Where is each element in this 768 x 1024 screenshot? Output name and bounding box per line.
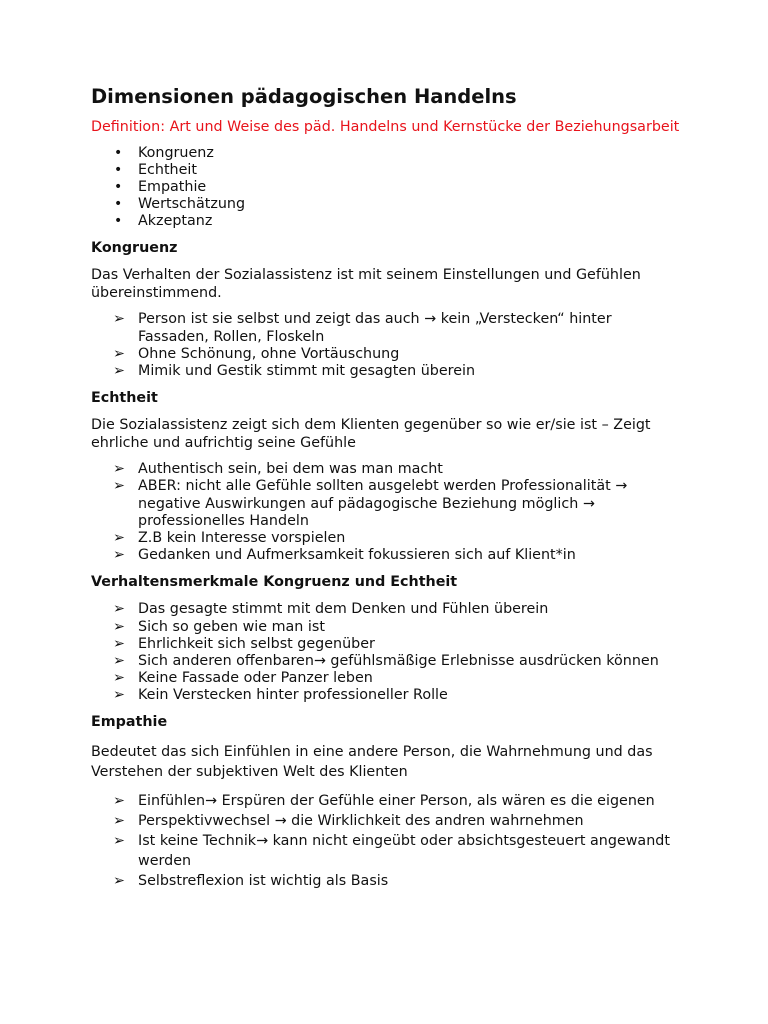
arrow-bullet-icon: ➢ <box>113 311 125 328</box>
overview-list <box>91 145 681 230</box>
arrow-bullet-icon: ➢ <box>113 813 125 830</box>
list-item: • Empathie <box>114 178 207 195</box>
bullet-icon: • <box>114 195 123 212</box>
section-heading-empathie: Empathie <box>91 713 168 730</box>
list-item: ➢ Einfühlen→ Erspüren der Gefühle einer Person, als wären es die eigenen <box>91 792 681 812</box>
page-title: Dimensionen pädagogischen Handelns <box>91 85 517 108</box>
bullet-icon: • <box>114 161 123 178</box>
arrow-bullet-icon: ➢ <box>113 601 125 618</box>
list-item: ➢ Mimik und Gestik stimmt mit gesagten überein <box>113 362 476 379</box>
list-item: ➢ Keine Fassade oder Panzer leben <box>113 669 373 686</box>
section-heading-verhalten: Verhaltensmerkmale Kongruenz und Echtheit <box>91 573 458 590</box>
arrow-bullet-icon: ➢ <box>113 345 125 362</box>
list-item: • Kongruenz <box>114 144 214 161</box>
list-item: ➢ Ehrlichkeit sich selbst gegenüber <box>113 635 375 652</box>
echtheit-list <box>91 461 681 564</box>
list-item: ➢ Selbstreflexion ist wichtig als Basis <box>91 872 681 892</box>
arrow-bullet-icon: ➢ <box>113 686 125 703</box>
bullet-icon: • <box>114 144 123 161</box>
list-item: ➢ Sich anderen offenbaren→ gefühlsmäßige Erlebnisse ausdrücken können <box>113 652 659 669</box>
section-text-empathie: Bedeutet das sich Einfühlen in eine andere Person, die Wahrnehmung und das Verstehen der subjektiven Welt des Klienten <box>91 744 653 780</box>
section-heading-kongruenz: Kongruenz <box>91 239 178 256</box>
bullet-icon: • <box>114 212 123 229</box>
list-item: ➢ Gedanken und Aufmerksamkeit fokussieren sich auf Klient*in <box>113 546 576 563</box>
arrow-bullet-icon: ➢ <box>113 635 125 652</box>
arrow-bullet-icon: ➢ <box>113 546 125 563</box>
list-item: ➢ Ohne Schönung, ohne Vortäuschung <box>113 345 400 362</box>
arrow-bullet-icon: ➢ <box>113 618 125 635</box>
definition-text: Definition: Art und Weise des päd. Handelns und Kernstücke der Beziehungsarbeit <box>91 119 680 135</box>
arrow-bullet-icon: ➢ <box>113 669 125 686</box>
list-item: ➢ Kein Verstecken hinter professioneller Rolle <box>113 686 448 703</box>
list-item: ➢ Z.B kein Interesse vorspielen <box>113 529 346 546</box>
list-item: ➢ Perspektivwechsel → die Wirklichkeit des andren wahrnehmen <box>91 812 681 832</box>
verhalten-list <box>91 601 681 704</box>
list-item: ➢ ABER: nicht alle Gefühle sollten ausgelebt werden Professionalität → negative Auswirkungen auf pädagogische Beziehung möglich → professionelles Handeln <box>113 478 628 529</box>
list-item: ➢ Person ist sie selbst und zeigt das auch → kein „Verstecken“ hinter Fassaden, Rollen, Floskeln <box>113 311 612 345</box>
section-text-echtheit: Die Sozialassistenz zeigt sich dem Klienten gegenüber so wie er/sie ist – Zeigt ehrliche und aufrichtig seine Gefühle <box>91 417 651 451</box>
document-page <box>91 84 681 891</box>
list-item: • Wertschätzung <box>114 195 246 212</box>
list-item: ➢ Das gesagte stimmt mit dem Denken und Fühlen überein <box>113 601 549 618</box>
arrow-bullet-icon: ➢ <box>113 461 125 478</box>
section-text-kongruenz: Das Verhalten der Sozialassistenz ist mit seinem Einstellungen und Gefühlen übereinstimmend. <box>91 267 641 301</box>
kongruenz-list <box>91 311 681 379</box>
list-item: • Echtheit <box>114 161 197 178</box>
section-heading-echtheit: Echtheit <box>91 389 158 406</box>
empathie-list <box>91 792 681 891</box>
list-item: ➢ Sich so geben wie man ist <box>113 618 325 635</box>
arrow-bullet-icon: ➢ <box>113 793 125 810</box>
bullet-icon: • <box>114 178 123 195</box>
arrow-bullet-icon: ➢ <box>113 652 125 669</box>
arrow-bullet-icon: ➢ <box>113 529 125 546</box>
arrow-bullet-icon: ➢ <box>113 478 125 495</box>
arrow-bullet-icon: ➢ <box>113 872 125 889</box>
list-item: ➢ Ist keine Technik→ kann nicht eingeübt oder absichtsgesteuert angewandt werden <box>113 833 670 869</box>
arrow-bullet-icon: ➢ <box>113 362 125 379</box>
list-item: • Akzeptanz <box>114 212 213 229</box>
arrow-bullet-icon: ➢ <box>113 833 125 850</box>
list-item: ➢ Authentisch sein, bei dem was man macht <box>113 461 443 478</box>
